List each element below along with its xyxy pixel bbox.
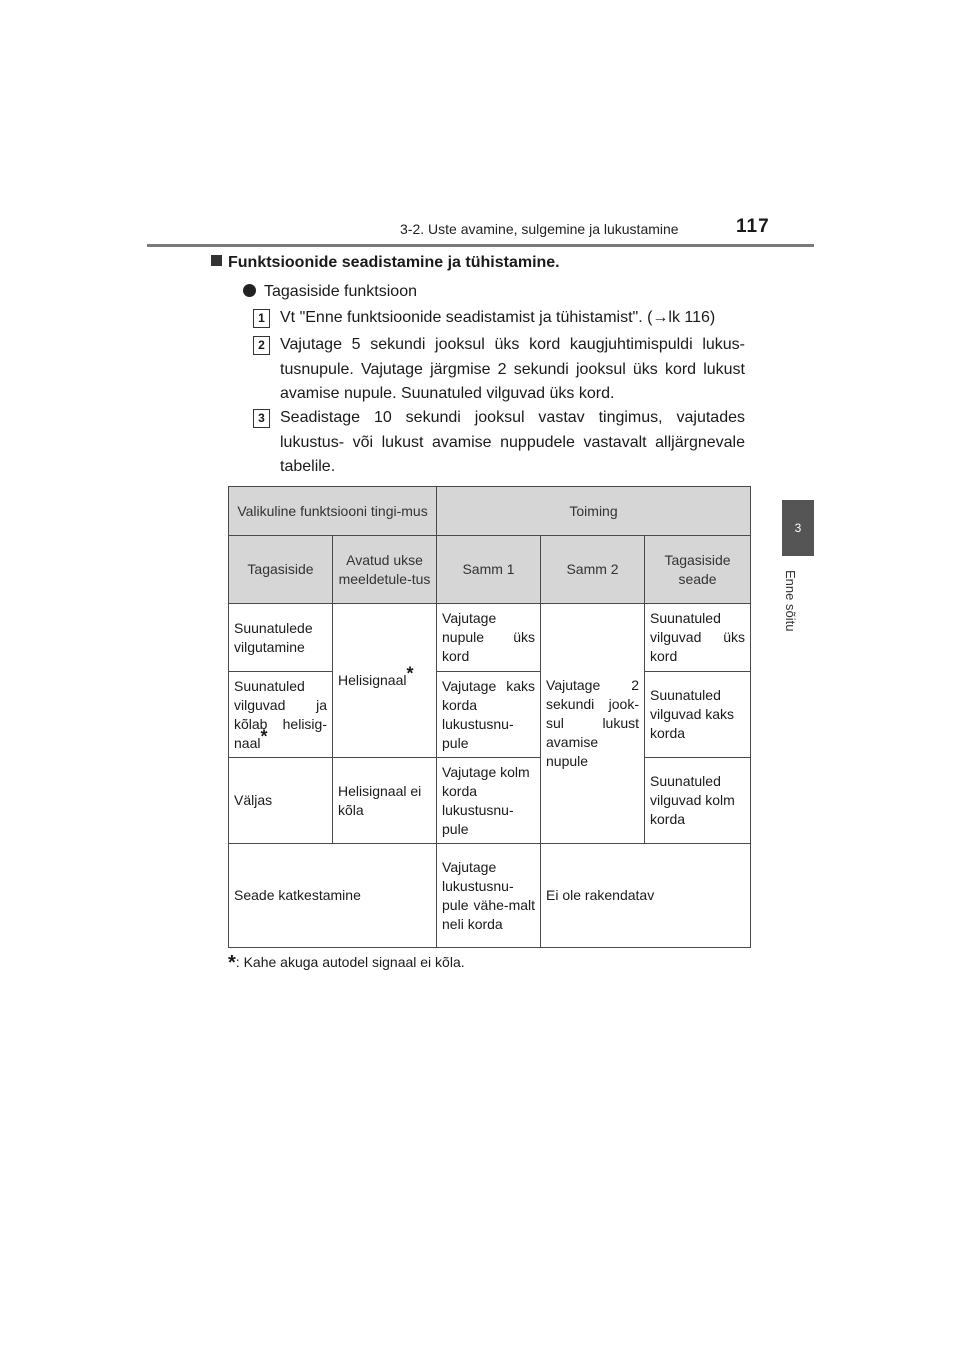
cell-tagasiside-text: Suunatuled vilguvad ja kõlab helisig-naal (234, 677, 327, 751)
header-optional-condition: Valikuline funktsiooni tingi-mus (229, 487, 437, 536)
cell-seade: Suunatuled vilguvad kolm korda (645, 758, 751, 844)
function-settings-table (228, 486, 751, 948)
table-row (229, 844, 751, 948)
cell-samm1: Vajutage kolm korda lukustusnu-pule (437, 758, 541, 844)
step-number-3: 3 (253, 409, 270, 428)
round-bullet-icon (243, 284, 256, 297)
cell-avatud: Helisignaal ei kõla (333, 758, 437, 844)
header-avatud-ukse: Avatud ukse meeldetule-tus (333, 536, 437, 604)
cell-samm2: Ei ole rakendatav (541, 844, 751, 948)
cell-tagasiside (229, 672, 333, 758)
cell-samm1: Vajutage nupule üks kord (437, 604, 541, 672)
cell-samm1: Vajutage lukustusnu-pule vähe-malt neli korda (437, 844, 541, 948)
footnote-text: : Kahe akuga autodel signaal ei kõla. (235, 954, 465, 970)
page-number: 117 (736, 216, 770, 237)
table-header-row (229, 487, 751, 536)
footnote (228, 952, 465, 975)
step-text-1: Vt "Enne funktsioonide seadistamist ja tühistamist". (→lk 116) (280, 309, 716, 326)
step-number-2: 2 (253, 336, 270, 355)
step-text-3: Seadistage 10 sekundi jooksul vastav tingimus, vajutades lukustus- või lukust avamise nuppudele vastavalt alljärgnevale tabelile. (280, 409, 745, 475)
header-action: Toiming (437, 487, 751, 536)
chapter-tab: 3 (782, 500, 814, 556)
asterisk-marker: * (260, 725, 268, 746)
header-tagasiside-seade: Tagasiside seade (645, 536, 751, 604)
cell-seade: Suunatuled vilguvad kaks korda (645, 672, 751, 758)
table-subheader-row (229, 536, 751, 604)
step-text-2: Vajutage 5 sekundi jooksul üks kord kaugjuhtimispuldi lukus-tusnupule. Vajutage järgmise 2 sekundi jooksul üks kord lukust avamise nupule. Suunatuled vilguvad üks kord. (280, 336, 745, 402)
chapter-side-label (780, 570, 816, 660)
section-title (211, 254, 560, 272)
table-row (229, 758, 751, 844)
asterisk-marker: * (406, 663, 414, 684)
table-row (229, 604, 751, 672)
table-row (229, 672, 751, 758)
cell-samm2-merged: Vajutage 2 sekundi jook-sul lukust avamise nupule (541, 604, 645, 844)
header-samm-2: Samm 2 (541, 536, 645, 604)
footnote-marker: * (228, 952, 236, 974)
cell-samm1: Vajutage kaks korda lukustusnu-pule (437, 672, 541, 758)
header-divider (147, 244, 814, 247)
cell-tagasiside: Väljas (229, 758, 333, 844)
section-title-text: Funktsioonide seadistamine ja tühistamine. (228, 254, 560, 271)
subsection-title (243, 283, 417, 301)
running-header: 3-2. Uste avamine, sulgemine ja lukustamine (400, 221, 679, 237)
step-number-1: 1 (253, 309, 270, 328)
subsection-title-text: Tagasiside funktsioon (264, 283, 417, 300)
cell-seade: Suunatuled vilguvad üks kord (645, 604, 751, 672)
square-bullet-icon (211, 255, 222, 266)
cell-avatud-merged (333, 604, 437, 758)
cell-tagasiside: Suunatulede vilgutamine (229, 604, 333, 672)
cell-avatud-merged-text: Helisignaal (338, 672, 407, 688)
cell-tagasiside: Seade katkestamine (229, 844, 437, 948)
chapter-side-label-text: Enne sõitu (783, 570, 798, 632)
header-tagasiside: Tagasiside (229, 536, 333, 604)
header-samm-1: Samm 1 (437, 536, 541, 604)
